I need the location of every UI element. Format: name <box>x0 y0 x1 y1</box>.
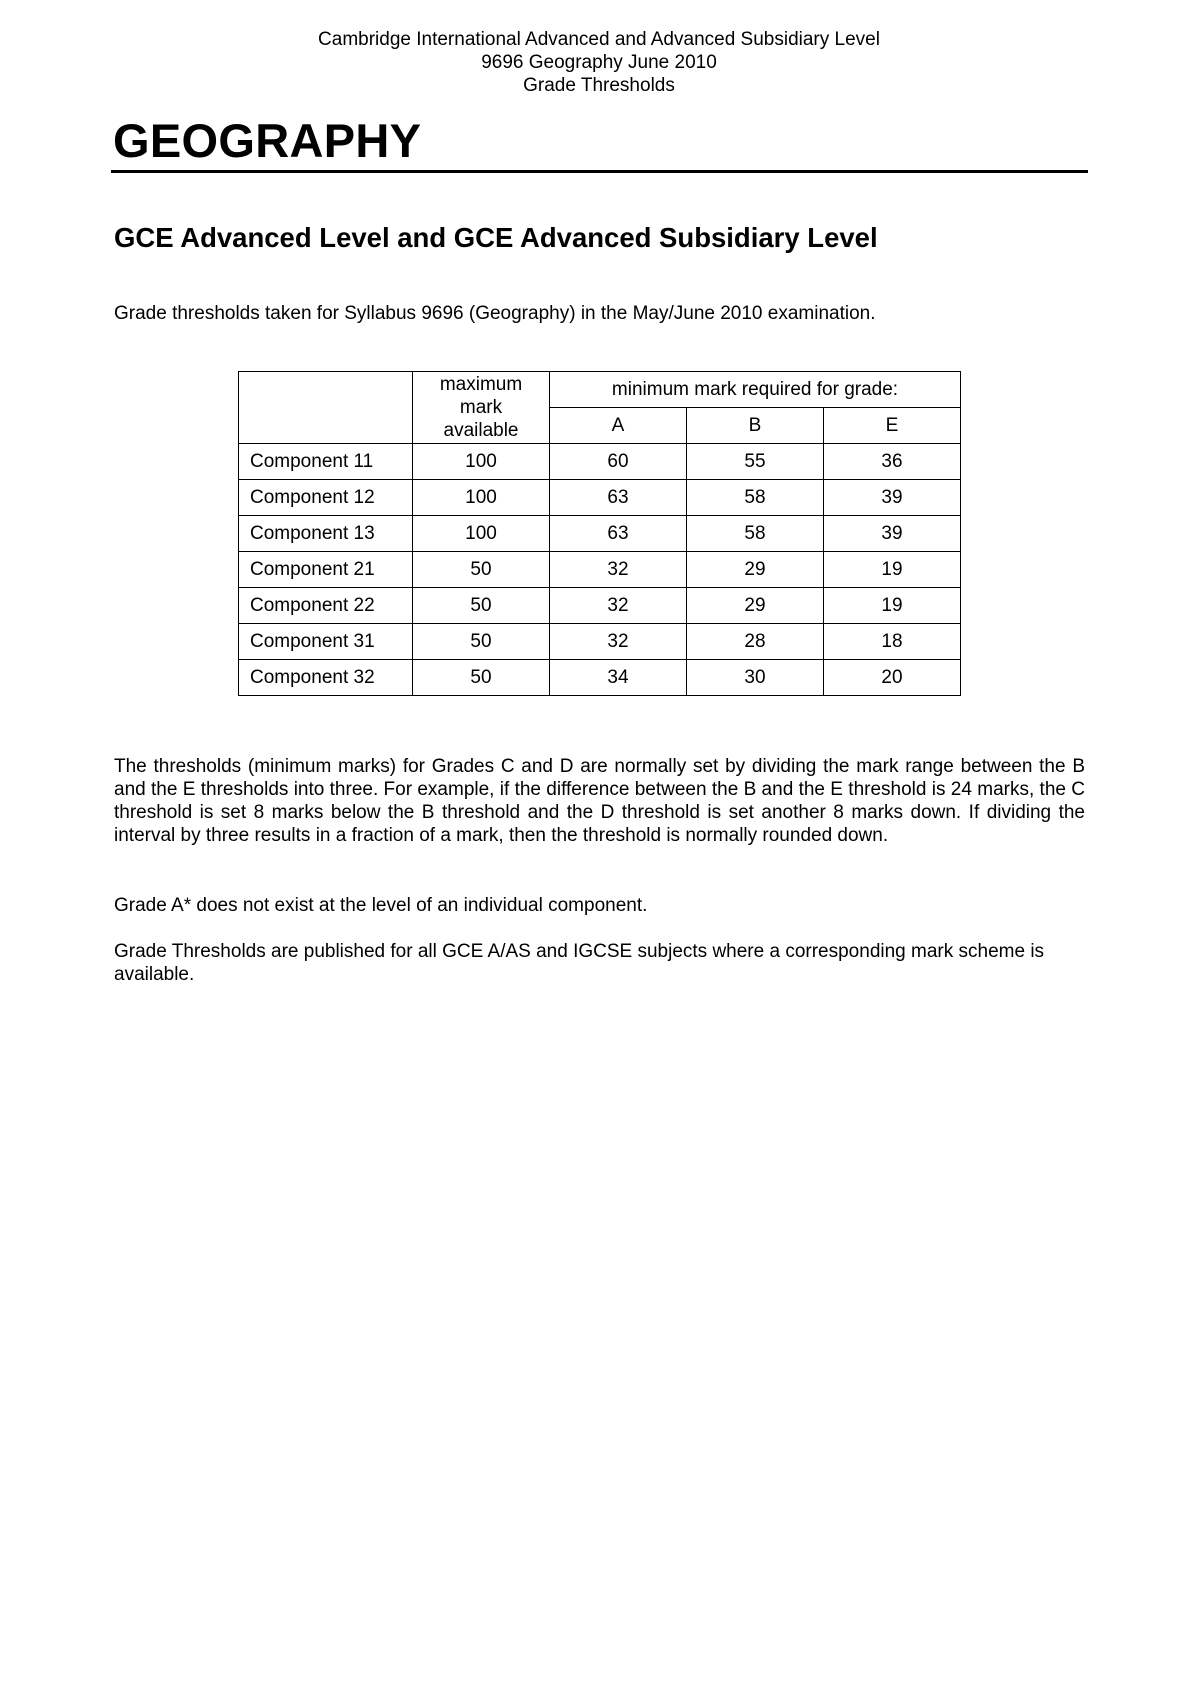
max-mark-cell: 100 <box>413 444 550 480</box>
table-row <box>239 588 961 624</box>
grade-header-b: B <box>687 408 824 444</box>
grade-a-cell: 34 <box>550 660 687 696</box>
header-line-3: Grade Thresholds <box>523 75 675 96</box>
min-mark-header: minimum mark required for grade: <box>550 372 961 408</box>
grade-b-cell: 28 <box>687 624 824 660</box>
grade-e-cell: 18 <box>824 624 961 660</box>
grade-e-cell: 20 <box>824 660 961 696</box>
grade-a-cell: 32 <box>550 552 687 588</box>
grade-a-cell: 63 <box>550 480 687 516</box>
max-mark-cell: 100 <box>413 516 550 552</box>
page-header <box>0 28 1190 97</box>
table-row <box>239 480 961 516</box>
grade-a-cell: 32 <box>550 588 687 624</box>
grade-a-cell: 32 <box>550 624 687 660</box>
component-cell: Component 22 <box>239 588 413 624</box>
grade-b-cell: 29 <box>687 552 824 588</box>
max-mark-header-line: available <box>443 420 519 441</box>
table-row <box>239 516 961 552</box>
note-paragraph-cd: The thresholds (minimum marks) for Grades C and D are normally set by dividing the mark range between the B and the E thresholds into three. For example, if the difference between the B and the E threshold is 24 marks, the C threshold is set 8 marks below the B threshold and the D threshold is set another 8 marks down. If dividing the interval by three results in a fraction of a mark, then the threshold is normally rounded down. <box>114 756 1085 846</box>
level-heading: GCE Advanced Level and GCE Advanced Subsidiary Level <box>114 222 878 253</box>
grade-e-cell: 19 <box>824 588 961 624</box>
table-row <box>239 444 961 480</box>
grade-threshold-table <box>238 371 961 696</box>
title-rule <box>111 170 1088 173</box>
table-row <box>239 552 961 588</box>
threshold-rows <box>239 444 961 696</box>
subject-title: GEOGRAPHY <box>113 114 422 167</box>
max-mark-header-line: mark <box>459 397 503 418</box>
grade-header-e: E <box>824 408 961 444</box>
grade-a-cell: 63 <box>550 516 687 552</box>
max-mark-cell: 50 <box>413 624 550 660</box>
max-mark-header <box>413 372 550 444</box>
grade-header-a: A <box>550 408 687 444</box>
grade-b-cell: 30 <box>687 660 824 696</box>
note-paragraph-published: Grade Thresholds are published for all GCE A/AS and IGCSE subjects where a corresponding mark scheme is available. <box>114 941 1045 985</box>
max-mark-cell: 100 <box>413 480 550 516</box>
component-cell: Component 21 <box>239 552 413 588</box>
grade-e-cell: 19 <box>824 552 961 588</box>
corner-cell <box>239 372 413 444</box>
grade-b-cell: 58 <box>687 480 824 516</box>
component-cell: Component 11 <box>239 444 413 480</box>
component-cell: Component 31 <box>239 624 413 660</box>
intro-text: Grade thresholds taken for Syllabus 9696 (Geography) in the May/June 2010 examination. <box>114 303 876 324</box>
grade-b-cell: 58 <box>687 516 824 552</box>
table-row <box>239 660 961 696</box>
max-mark-cell: 50 <box>413 660 550 696</box>
component-cell: Component 32 <box>239 660 413 696</box>
grade-e-cell: 39 <box>824 480 961 516</box>
component-cell: Component 13 <box>239 516 413 552</box>
grade-a-cell: 60 <box>550 444 687 480</box>
header-line-2: 9696 Geography June 2010 <box>481 52 717 73</box>
note-paragraph-astar: Grade A* does not exist at the level of an individual component. <box>114 895 648 916</box>
table-header-row <box>239 372 961 408</box>
grade-b-cell: 55 <box>687 444 824 480</box>
grade-b-cell: 29 <box>687 588 824 624</box>
max-mark-cell: 50 <box>413 552 550 588</box>
table-row <box>239 624 961 660</box>
grade-e-cell: 39 <box>824 516 961 552</box>
component-cell: Component 12 <box>239 480 413 516</box>
header-line-1: Cambridge International Advanced and Advanced Subsidiary Level <box>318 29 880 50</box>
max-mark-cell: 50 <box>413 588 550 624</box>
grade-e-cell: 36 <box>824 444 961 480</box>
max-mark-header-line: maximum <box>439 374 523 395</box>
